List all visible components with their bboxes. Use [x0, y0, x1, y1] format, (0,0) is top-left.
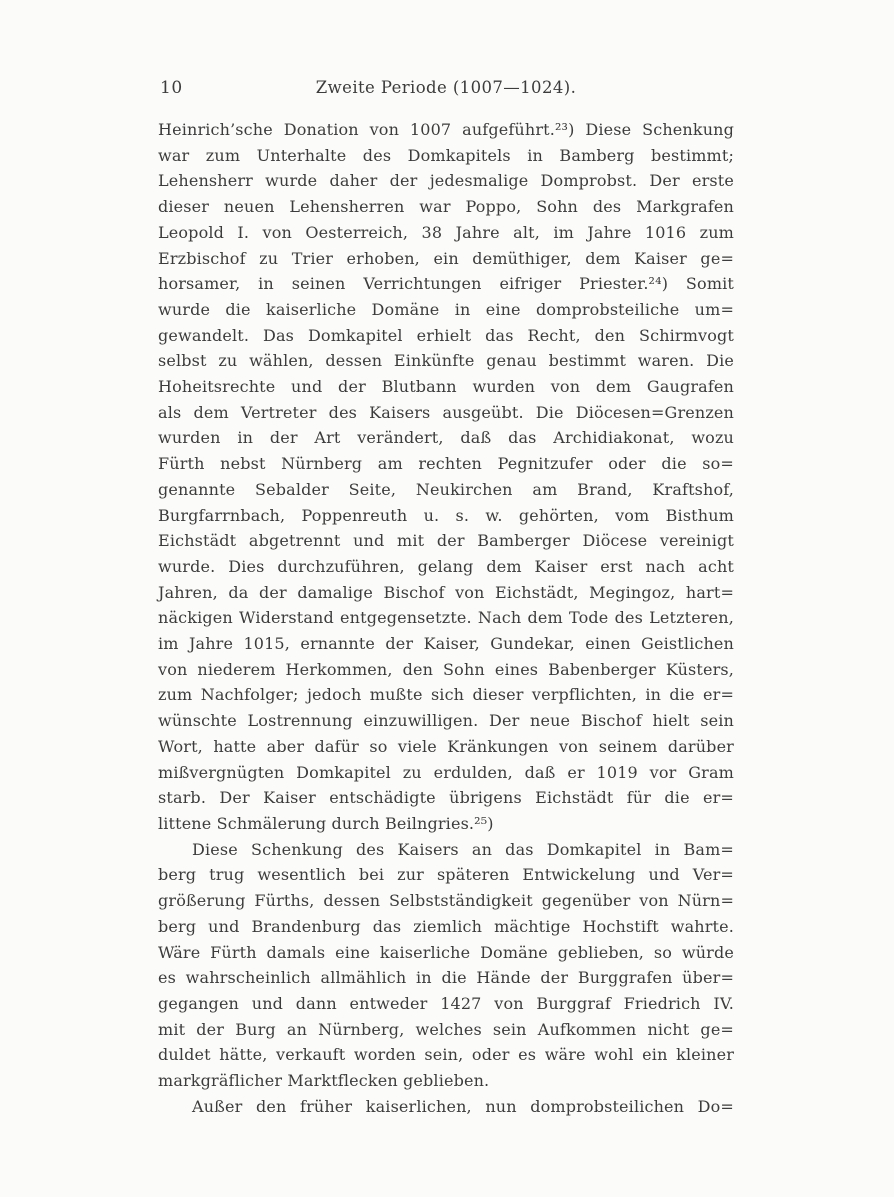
text-line: Heinrich’sche Donation von 1007 aufgeführt.²³) Diese Schenkung	[158, 120, 734, 139]
text-line: Wäre Fürth damals eine kaiserliche Domäne geblieben, so würde	[158, 942, 734, 962]
text-line: mißvergnügten Domkapitel zu erdulden, daß er 1019 vor Gram	[158, 762, 734, 782]
page-number: 10	[160, 78, 183, 98]
text-line: wurde. Dies durchzuführen, gelang dem Kaiser erst nach acht	[158, 556, 734, 576]
text-line: Hoheitsrechte und der Blutbann wurden von dem Gaugrafen	[158, 377, 734, 397]
paragraph	[158, 1094, 734, 1120]
text-line: es wahrscheinlich allmählich in die Hände der Burggrafen über=	[158, 968, 734, 988]
text-line: Diese Schenkung des Kaisers an das Domkapitel in Bam=	[192, 839, 734, 859]
text-line: Wort, hatte aber dafür so viele Kränkungen von seinem darüber	[158, 736, 734, 756]
text-line: gegangen und dann entweder 1427 von Burggraf Friedrich IV.	[158, 993, 734, 1013]
text-line: Fürth nebst Nürnberg am rechten Pegnitzufer oder die so=	[158, 454, 734, 474]
paragraph	[158, 837, 734, 1094]
text-line: als dem Vertreter des Kaisers ausgeübt. Die Diöcesen=Grenzen	[158, 402, 734, 422]
page-header	[158, 78, 734, 102]
text-line: Leopold I. von Oesterreich, 38 Jahre alt, im Jahre 1016 zum	[158, 222, 734, 242]
text-line: Erzbischof zu Trier erhoben, ein demüthiger, dem Kaiser ge=	[158, 248, 734, 268]
text-block	[158, 117, 734, 1119]
text-line: duldet hätte, verkauft worden sein, oder es wäre wohl ein kleiner	[158, 1045, 734, 1065]
text-line: näckigen Widerstand entgegensetzte. Nach dem Tode des Letzteren,	[158, 608, 734, 628]
text-line: von niederem Herkommen, den Sohn eines Babenberger Küsters,	[158, 659, 734, 679]
text-line: genannte Sebalder Seite, Neukirchen am Brand, Kraftshof,	[158, 479, 734, 499]
text-line: wurden in der Art verändert, daß das Archidiakonat, wozu	[158, 428, 734, 448]
text-line: markgräflicher Marktflecken geblieben.	[158, 1071, 490, 1091]
text-line: selbst zu wählen, dessen Einkünfte genau bestimmt waren. Die	[158, 351, 734, 371]
text-line: Lehensherr wurde daher der jedesmalige Domprobst. Der erste	[158, 171, 734, 191]
text-line: berg und Brandenburg das ziemlich mächtige Hochstift wahrte.	[158, 916, 734, 936]
text-line: wünschte Lostrennung einzuwilligen. Der neue Bischof hielt sein	[158, 711, 734, 731]
text-line: Jahren, da der damalige Bischof von Eichstädt, Megingoz, hart=	[158, 582, 734, 602]
text-line: dieser neuen Lehensherren war Poppo, Sohn des Markgrafen	[158, 197, 734, 217]
text-line: wurde die kaiserliche Domäne in eine domprobsteiliche um=	[158, 299, 734, 319]
text-line: horsamer, in seinen Verrichtungen eifriger Priester.²⁴) Somit	[158, 274, 734, 294]
text-line: gewandelt. Das Domkapitel erhielt das Recht, den Schirmvogt	[158, 325, 734, 345]
text-line: Außer den früher kaiserlichen, nun domprobsteilichen Do=	[192, 1096, 734, 1116]
text-line: mit der Burg an Nürnberg, welches sein Aufkommen nicht ge=	[158, 1019, 734, 1039]
running-title: Zweite Periode (1007—1024).	[315, 78, 577, 97]
text-line: war zum Unterhalte des Domkapitels in Bamberg bestimmt;	[158, 145, 734, 165]
text-line: größerung Fürths, dessen Selbstständigkeit gegenüber von Nürn=	[158, 891, 734, 911]
text-line: Burgfarrnbach, Poppenreuth u. s. w. gehörten, vom Bisthum	[158, 505, 734, 525]
text-line: starb. Der Kaiser entschädigte übrigens Eichstädt für die er=	[158, 788, 734, 808]
text-line: im Jahre 1015, ernannte der Kaiser, Gundekar, einen Geistlichen	[158, 634, 734, 654]
text-line: zum Nachfolger; jedoch mußte sich dieser verpflichten, in die er=	[158, 685, 734, 705]
text-line: berg trug wesentlich bei zur späteren Entwickelung und Ver=	[158, 865, 734, 885]
paragraph	[158, 117, 734, 837]
text-line: Eichstädt abgetrennt und mit der Bamberger Diöcese vereinigt	[158, 531, 734, 551]
text-line: littene Schmälerung durch Beilngries.²⁵)	[158, 813, 494, 833]
